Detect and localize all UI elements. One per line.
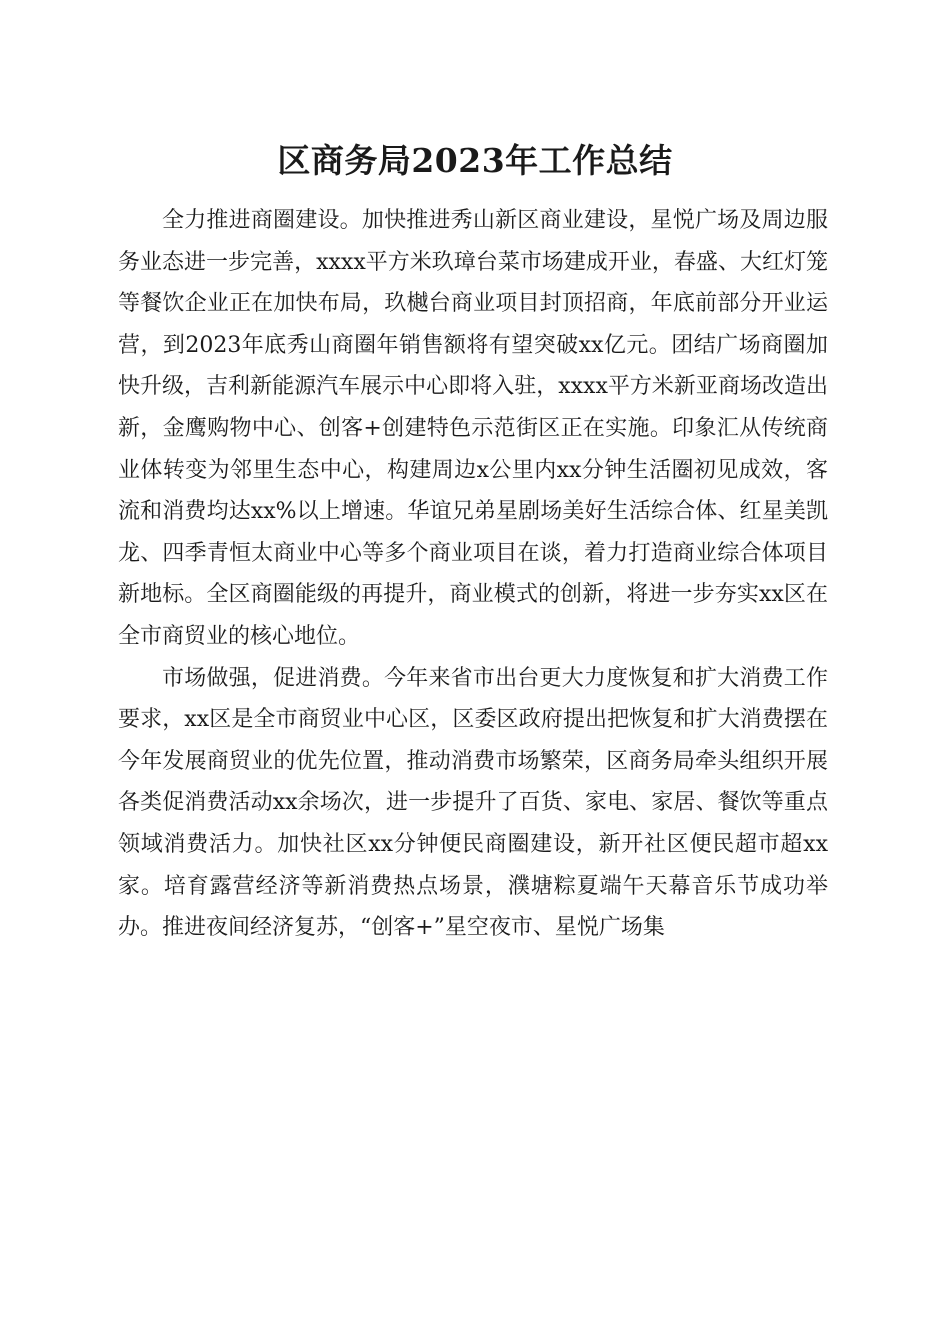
paragraph-consumption-promotion: 市场做强，促进消费。今年来省市出台更大力度恢复和扩大消费工作要求，xx区是全市商贸业中心区，区委区政府提出把恢复和扩大消费摆在今年发展商贸业的优先位置，推动消费市场繁荣，区商务局牵头组织开展各类促消费活动xx余场次，进一步提升了百货、家电、家居、餐饮等重点领域消费活力。加快社区xx分钟便民商圈建设，新开社区便民超市超xx家。培育露营经济等新消费热点场景，濮塘粽夏端午天幕音乐节成功举办。推进夜间经济复苏，“创客+”星空夜市、星悦广场集 — [118, 665, 828, 941]
document-body — [118, 200, 828, 949]
paragraph-commercial-districts: 全力推进商圈建设。加快推进秀山新区商业建设，星悦广场及周边服务业态进一步完善，xxxx平方米玖璋台菜市场建成开业，春盛、大红灯笼等餐饮企业正在加快布局，玖樾台商业项目封顶招商，年底前部分开业运营，到2023年底秀山商圈年销售额将有望突破xx亿元。团结广场商圈加快升级，吉利新能源汽车展示中心即将入驻，xxxx平方米新亚商场改造出新，金鹰购物中心、创客+创建特色示范街区正在实施。印象汇从传统商业体转变为邻里生态中心，构建周边x公里内xx分钟生活圈初见成效，客流和消费均达xx%以上增速。华谊兄弟星剧场美好生活综合体、红星美凯龙、四季青恒太商业中心等多个商业项目在谈，着力打造商业综合体项目新地标。全区商圈能级的再提升，商业模式的创新，将进一步夯实xx区在全市商贸业的核心地位。 — [118, 208, 828, 649]
document-title: 区商务局2023年工作总结 — [277, 141, 673, 180]
